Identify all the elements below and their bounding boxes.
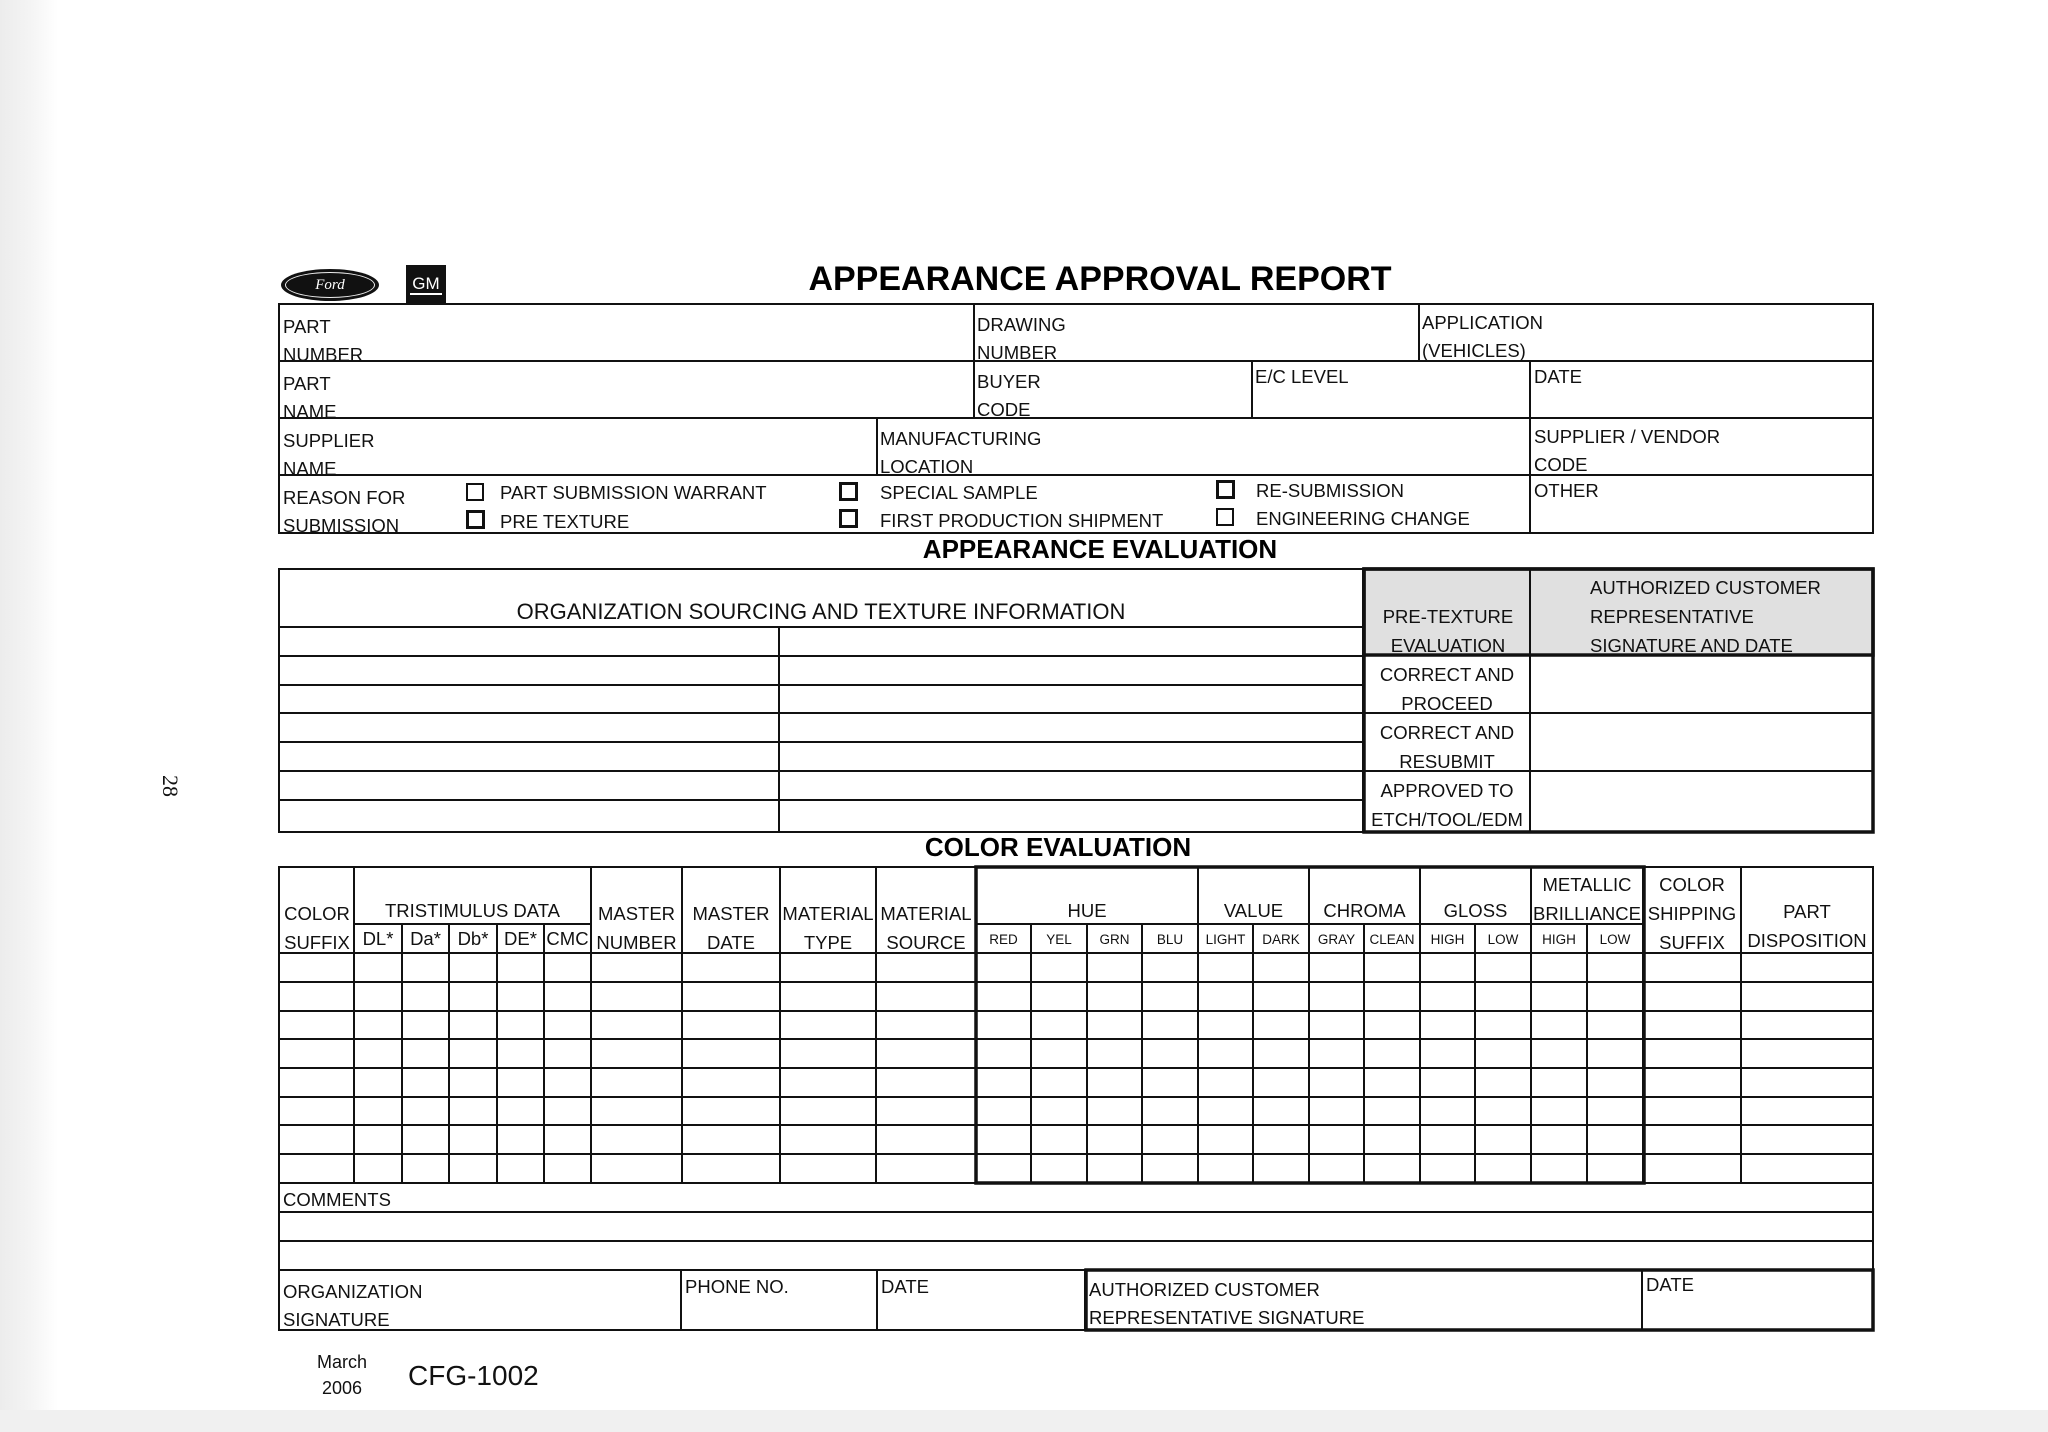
dark-header: DARK (1262, 932, 1300, 947)
other-label: OTHER (1534, 480, 1599, 501)
color-suffix-header: COLOR SUFFIX (284, 903, 350, 953)
pre-texture-evaluation-label: PRE-TEXTURE EVALUATION (1382, 606, 1514, 656)
db-header: Db* (457, 928, 489, 949)
re-submission-checkbox[interactable] (1216, 480, 1235, 499)
appearance-evaluation-heading: APPEARANCE EVALUATION (922, 534, 1278, 564)
engineering-change-checkbox[interactable] (1216, 508, 1234, 526)
ec-level-label: E/C LEVEL (1255, 366, 1349, 387)
yel-header: YEL (1046, 932, 1072, 947)
master-number-header: MASTER NUMBER (596, 903, 677, 953)
part-submission-warrant-checkbox[interactable] (466, 483, 484, 501)
correct-and-proceed-label: CORRECT AND PROCEED (1379, 664, 1515, 714)
color-evaluation-heading: COLOR EVALUATION (924, 832, 1192, 862)
authorized-customer-signature-label: AUTHORIZED CUSTOMER REPRESENTATIVE SIGNATURE (1089, 1279, 1365, 1328)
tristimulus-data-header: TRISTIMULUS DATA (384, 900, 561, 921)
grn-header: GRN (1099, 932, 1130, 947)
re-submission-label: RE-SUBMISSION (1256, 480, 1405, 501)
first-production-shipment-label: FIRST PRODUCTION SHIPMENT (880, 510, 1164, 531)
de-header: DE* (504, 928, 537, 949)
gloss-low-header: LOW (1487, 932, 1519, 947)
drawing-number-label: DRAWING NUMBER (977, 314, 1066, 363)
part-name-label: PART NAME (283, 373, 337, 422)
report-title: APPEARANCE APPROVAL REPORT (808, 260, 1392, 298)
first-production-shipment-checkbox[interactable] (839, 509, 858, 528)
pre-texture-label: PRE TEXTURE (500, 511, 630, 532)
gm-logo: GM (406, 265, 446, 305)
special-sample-label: SPECIAL SAMPLE (880, 482, 1038, 503)
footer-date2-label: DATE (1646, 1274, 1694, 1295)
ford-logo: Ford (281, 269, 379, 301)
engineering-change-label: ENGINEERING CHANGE (1256, 508, 1470, 529)
value-header: VALUE (1223, 900, 1284, 921)
color-shipping-suffix-header: COLOR SHIPPING SUFFIX (1647, 874, 1737, 953)
special-sample-checkbox[interactable] (839, 482, 858, 501)
part-number-label: PART NUMBER (283, 316, 364, 365)
approved-to-etch-label: APPROVED TO ETCH/TOOL/EDM (1371, 780, 1523, 830)
form-code: CFG-1002 (408, 1360, 539, 1391)
part-disposition-header: PART DISPOSITION (1747, 901, 1867, 951)
cmc-header: CMC (546, 928, 589, 949)
application-label: APPLICATION (VEHICLES) (1422, 312, 1543, 361)
manufacturing-location-label: MANUFACTURING LOCATION (880, 428, 1042, 477)
master-date-header: MASTER DATE (692, 903, 770, 953)
form-date: March 2006 (316, 1352, 367, 1398)
light-header: LIGHT (1205, 932, 1246, 947)
gloss-high-header: HIGH (1430, 932, 1465, 947)
comments-label: COMMENTS (283, 1189, 391, 1210)
chroma-header: CHROMA (1323, 900, 1406, 921)
supplier-vendor-code-label: SUPPLIER / VENDOR CODE (1534, 426, 1721, 475)
gray-header: GRAY (1317, 932, 1356, 947)
correct-and-resubmit-label: CORRECT AND RESUBMIT (1379, 722, 1515, 772)
hue-header: HUE (1067, 900, 1107, 921)
supplier-name-label: SUPPLIER NAME (283, 430, 375, 479)
material-type-header: MATERIAL TYPE (782, 903, 874, 953)
part-submission-warrant-label: PART SUBMISSION WARRANT (500, 482, 767, 503)
footer-date-label: DATE (881, 1276, 929, 1297)
metallic-low-header: LOW (1599, 932, 1631, 947)
page-number: 28 (158, 775, 183, 797)
buyer-code-label: BUYER CODE (977, 371, 1041, 420)
pre-texture-checkbox[interactable] (466, 510, 485, 529)
gloss-header: GLOSS (1443, 900, 1508, 921)
clean-header: CLEAN (1369, 932, 1415, 947)
material-source-header: MATERIAL SOURCE (880, 903, 972, 953)
dl-header: DL* (362, 928, 394, 949)
da-header: Da* (410, 928, 441, 949)
organization-signature-label: ORGANIZATION SIGNATURE (283, 1281, 423, 1330)
red-header: RED (989, 932, 1018, 947)
blu-header: BLU (1156, 932, 1184, 947)
sourcing-texture-title: ORGANIZATION SOURCING AND TEXTURE INFORMATION (516, 599, 1126, 624)
phone-no-label: PHONE NO. (685, 1276, 789, 1297)
metallic-brilliance-header: METALLIC BRILLIANCE (1533, 874, 1641, 924)
date-label: DATE (1534, 366, 1582, 387)
metallic-high-header: HIGH (1542, 932, 1576, 947)
reason-for-submission-label: REASON FOR SUBMISSION (283, 487, 406, 536)
authorized-customer-rep-label: AUTHORIZED CUSTOMER REPRESENTATIVE SIGNATURE AND DATE (1590, 577, 1821, 656)
